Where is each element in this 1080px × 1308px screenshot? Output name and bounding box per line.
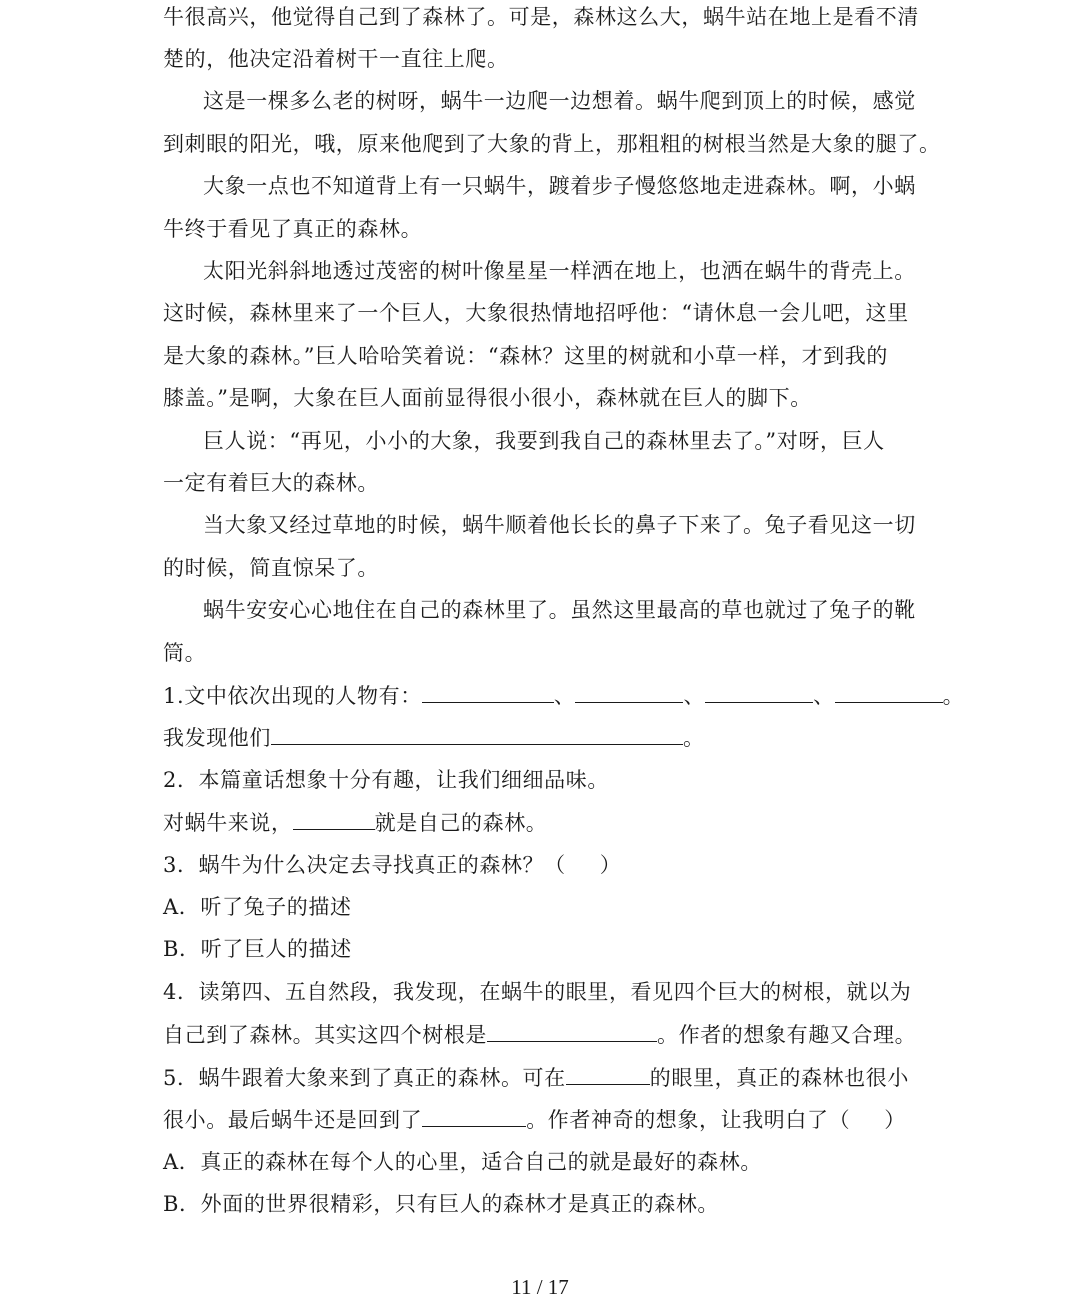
answer-blank[interactable] (835, 680, 943, 703)
story-line: 是大象的森林。”巨人哈哈笑着说：“森林？这里的树就和小草一样，才到我的 (163, 344, 888, 368)
question-1-text: 1.文中依次出现的人物有： (163, 684, 422, 708)
question-4-line-2 (163, 1019, 923, 1049)
story-line: 筒。 (163, 641, 207, 665)
story-line: 到刺眼的阳光，哦，原来他爬到了大象的背上，那粗粗的树根当然是大象的腿了。 (163, 132, 941, 156)
question-5-line2-mid: 。作者神奇的想象，让我明白了（ (526, 1108, 851, 1132)
story-line: 牛很高兴，他觉得自己到了森林了。可是，森林这么大，蜗牛站在地上是看不清 (163, 5, 919, 29)
question-2-prefix: 对蜗牛来说， (163, 811, 293, 835)
question-4: 4．读第四、五自然段，我发现，在蜗牛的眼里，看见四个巨大的树根，就以为 (163, 980, 912, 1004)
story-line: 牛终于看见了真正的森林。 (163, 217, 423, 241)
question-1-prompt: 我发现他们 (163, 726, 271, 750)
end-mark: 。 (942, 684, 965, 708)
question-1 (163, 680, 965, 710)
question-5 (163, 1062, 923, 1092)
answer-blank[interactable] (566, 1062, 650, 1085)
option-a: A．真正的森林在每个人的心里，适合自己的就是最好的森林。 (163, 1150, 762, 1174)
answer-blank[interactable] (575, 680, 683, 703)
story-line: 的时候，简直惊呆了。 (163, 556, 379, 580)
separator: 、 (683, 684, 706, 708)
question-5-line2-prefix: 很小。最后蜗牛还是回到了 (163, 1108, 423, 1132)
question-4-suffix: 。作者的想象有趣又合理。 (657, 1023, 917, 1047)
story-line: 一定有着巨大的森林。 (163, 471, 379, 495)
story-line: 膝盖。”是啊，大象在巨人面前显得很小很小，森林就在巨人的脚下。 (163, 386, 812, 410)
option-b: B．外面的世界很精彩，只有巨人的森林才是真正的森林。 (163, 1192, 720, 1216)
story-line: 大象一点也不知道背上有一只蜗牛，踱着步子慢悠悠地走进森林。啊，小蜗 (203, 174, 916, 198)
answer-blank[interactable] (705, 680, 813, 703)
story-line: 蜗牛安安心心地住在自己的森林里了。虽然这里最高的草也就过了兔子的靴 (203, 598, 916, 622)
question-3 (163, 850, 923, 880)
option-a: A．听了兔子的描述 (163, 895, 352, 919)
question-5-line-2 (163, 1104, 923, 1134)
story-line: 楚的，他决定沿着树干一直往上爬。 (163, 47, 509, 71)
question-1-line-2 (163, 722, 923, 752)
end-mark: 。 (683, 726, 705, 750)
answer-blank[interactable] (487, 1019, 657, 1042)
story-line: 这时候，森林里来了一个巨人，大象很热情地招呼他：“请休息一会儿吧，这里 (163, 301, 909, 325)
answer-blank[interactable] (293, 807, 375, 830)
close-paren: ） (599, 853, 622, 877)
answer-blank[interactable] (422, 680, 554, 703)
story-line: 当大象又经过草地的时候，蜗牛顺着他长长的鼻子下来了。兔子看见这一切 (203, 513, 916, 537)
question-5-prefix: 5．蜗牛跟着大象来到了真正的森林。可在 (163, 1066, 566, 1090)
answer-blank[interactable] (271, 722, 683, 745)
question-3-text: 3．蜗牛为什么决定去寻找真正的森林？（ (163, 853, 566, 877)
question-2-line-2 (163, 807, 923, 837)
question-4-prefix: 自己到了森林。其实这四个树根是 (163, 1023, 487, 1047)
page-number: 11 / 17 (511, 1275, 569, 1299)
answer-blank[interactable] (422, 1104, 526, 1127)
separator: 、 (813, 684, 835, 708)
story-line: 巨人说：“再见，小小的大象，我要到我自己的森林里去了。”对呀，巨人 (203, 429, 885, 453)
option-b: B．听了巨人的描述 (163, 937, 352, 961)
separator: 、 (553, 684, 576, 708)
question-5-suffix: 的眼里，真正的森林也很小 (649, 1066, 909, 1090)
story-line: 太阳光斜斜地透过茂密的树叶像星星一样洒在地上，也洒在蜗牛的背壳上。 (203, 259, 916, 283)
question-2-suffix: 就是自己的森林。 (374, 811, 548, 835)
story-line: 这是一棵多么老的树呀，蜗牛一边爬一边想着。蜗牛爬到顶上的时候，感觉 (203, 89, 916, 113)
question-2: 2．本篇童话想象十分有趣，让我们细细品味。 (163, 768, 609, 792)
close-paren: ） (884, 1108, 906, 1132)
